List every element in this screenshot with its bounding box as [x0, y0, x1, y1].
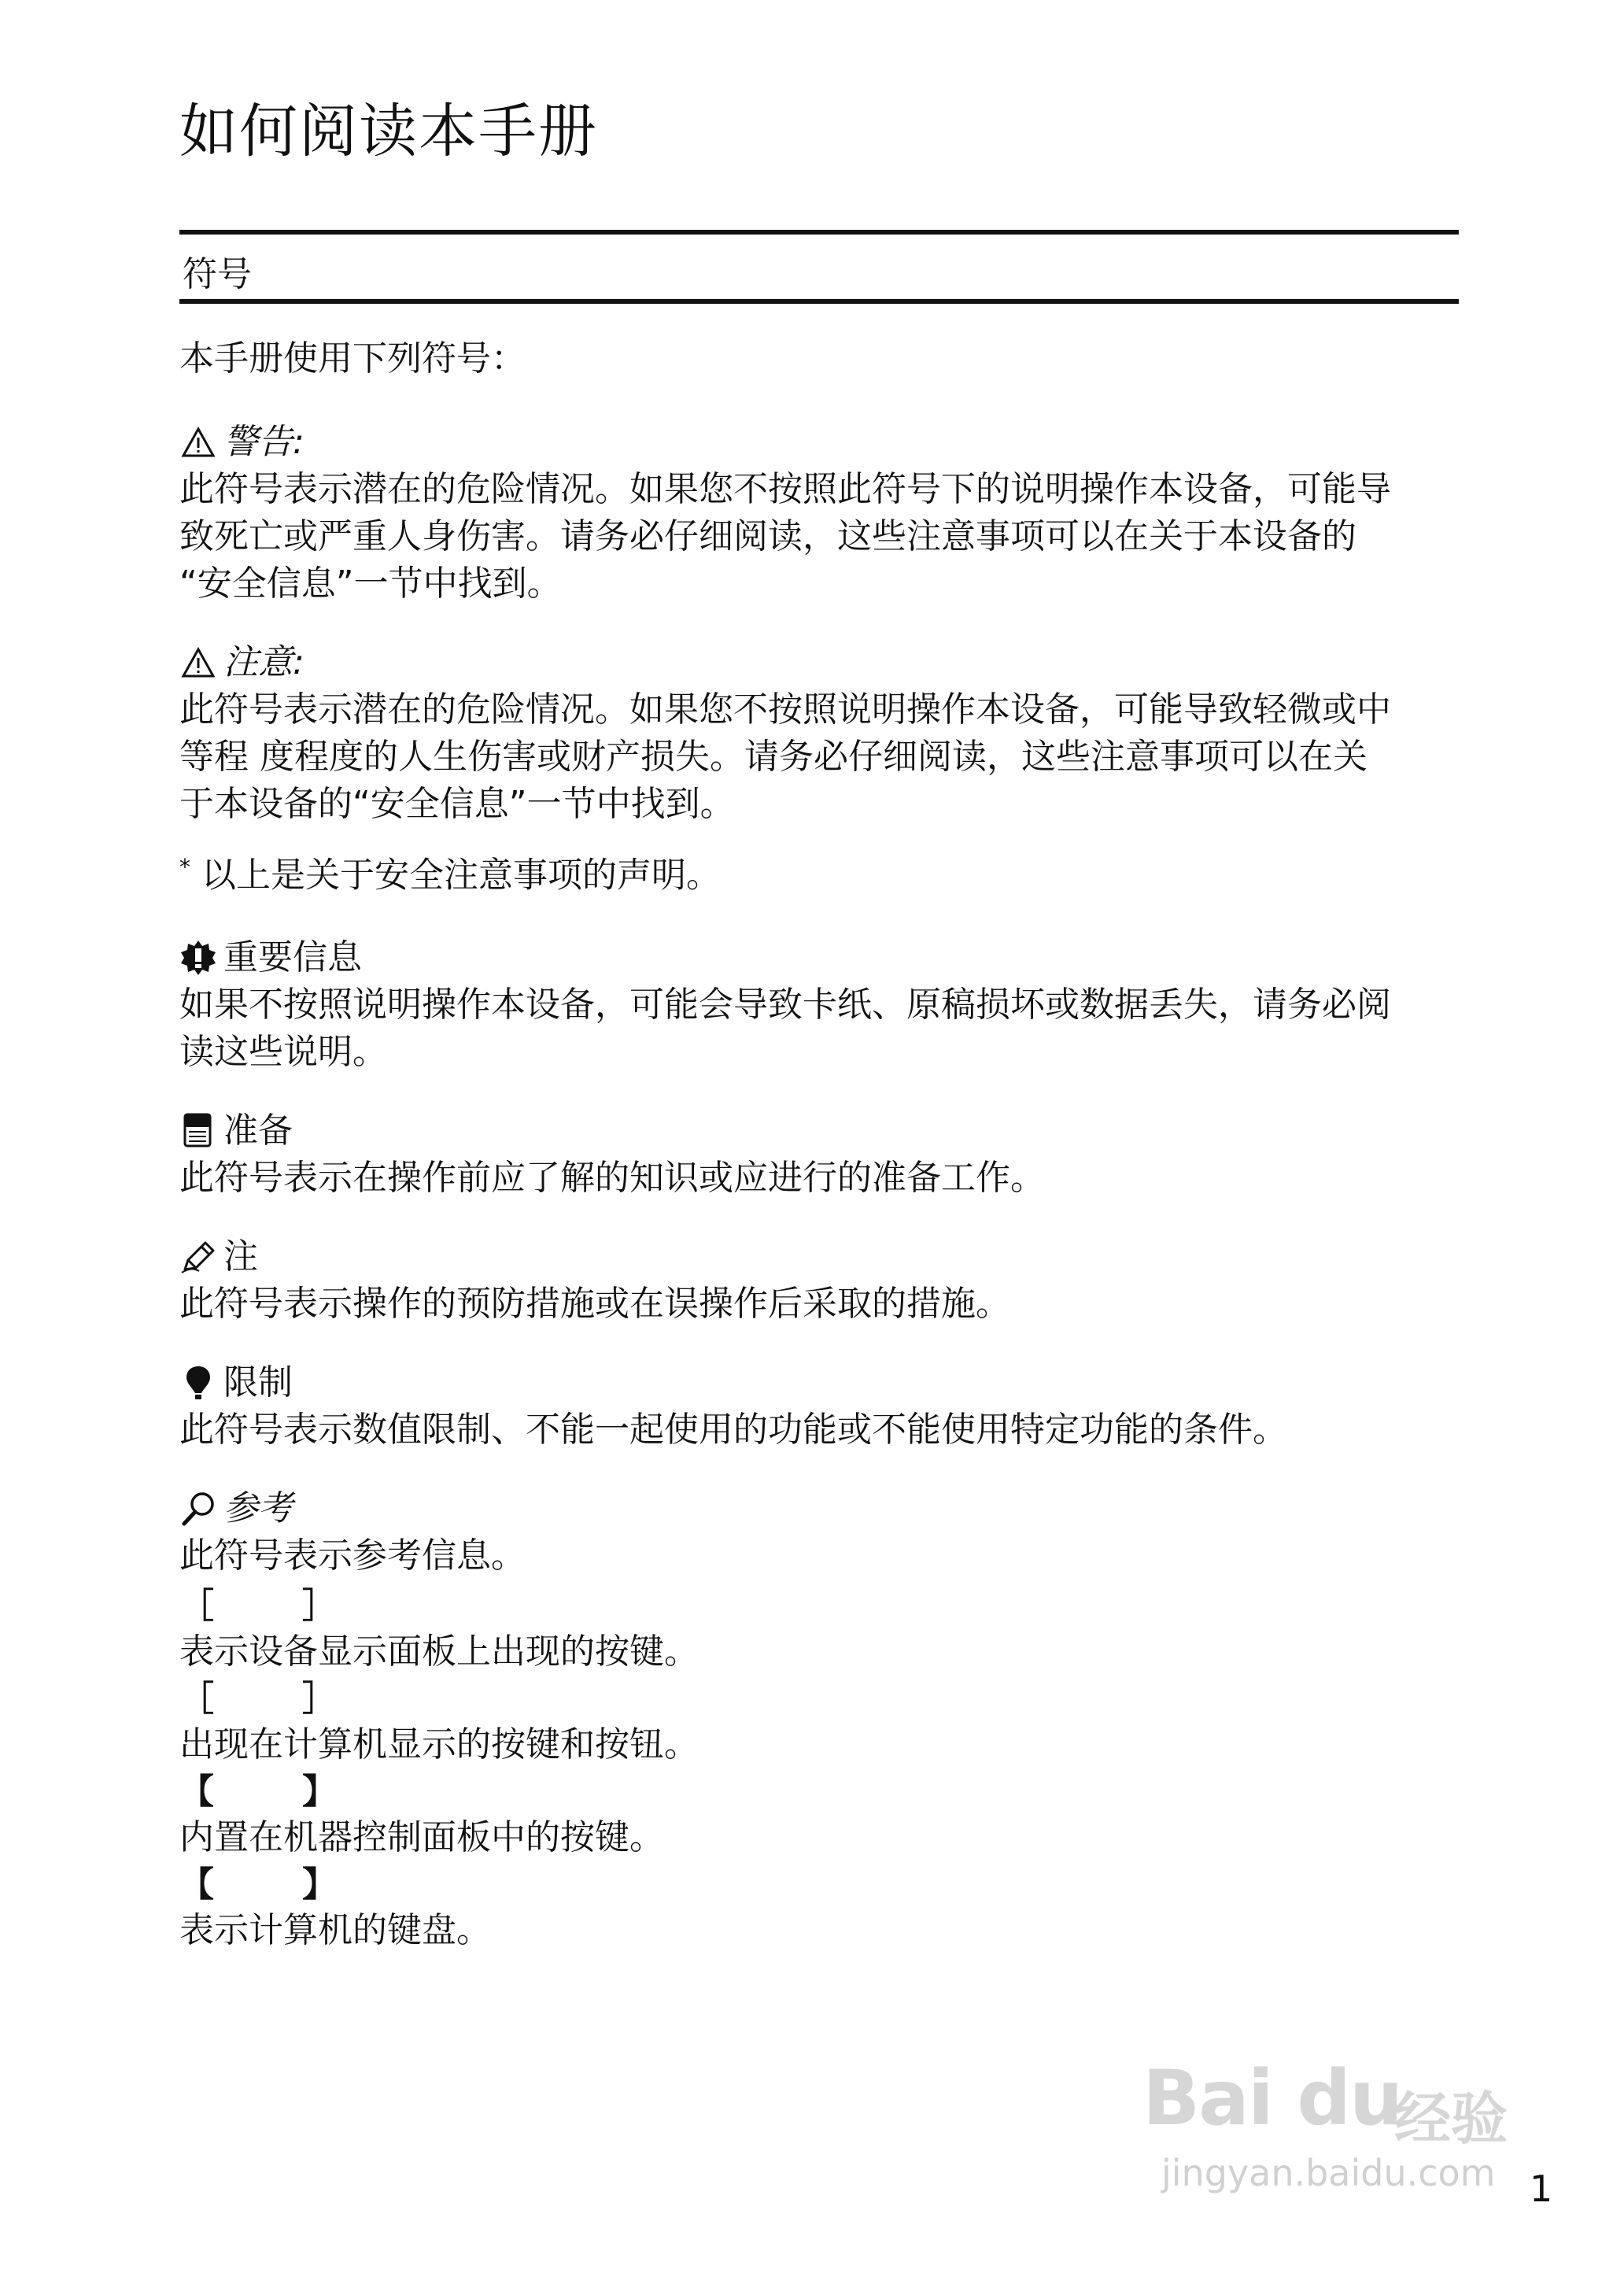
symbol-block-important	[179, 934, 1462, 1076]
symbol-line: 此符号表示参考信息。	[179, 1535, 526, 1576]
symbol-head	[179, 934, 1462, 981]
warning-triangle-icon	[179, 423, 217, 461]
key-description: 出现在计算机显示的按键和按钮。	[179, 1724, 699, 1765]
symbol-label: 准备	[223, 1110, 293, 1151]
key-brackets	[179, 1770, 1462, 1814]
key-notation-4	[179, 1863, 1462, 1954]
symbol-block-note	[179, 1233, 1462, 1328]
preparation-book-icon	[179, 1112, 217, 1150]
footnote-mark: *	[179, 854, 190, 880]
reference-magnifier-icon	[179, 1490, 217, 1528]
watermark-url: jingyan.baidu.com	[1161, 2152, 1496, 2194]
watermark-logo: Bai du	[1142, 2054, 1402, 2142]
symbol-label: 注	[223, 1236, 258, 1277]
symbol-line: 读这些说明。	[179, 1031, 387, 1072]
symbol-label: 参考	[223, 1488, 293, 1528]
bracket-close: ］	[302, 1678, 337, 1719]
safety-footnote	[179, 844, 1462, 900]
key-brackets	[179, 1677, 1462, 1721]
bracket-open: 【	[179, 1771, 214, 1812]
bracket-open: ［	[179, 1585, 214, 1626]
key-notation-1	[179, 1584, 1462, 1676]
page-title: 如何阅读本手册	[179, 98, 598, 165]
footnote-text: 以上是关于安全注意事项的声明。	[201, 855, 721, 896]
key-description: 表示计算机的键盘。	[179, 1909, 491, 1950]
symbol-block-caution	[179, 639, 1462, 828]
symbol-line: 此符号表示潜在的危险情况。如果您不按照说明操作本设备，可能导致轻微或中	[179, 689, 1391, 730]
key-brackets	[179, 1584, 1462, 1628]
key-description: 表示设备显示面板上出现的按键。	[179, 1631, 699, 1672]
key-notation-2	[179, 1677, 1462, 1768]
symbol-line: 此符号表示在操作前应了解的知识或应进行的准备工作。	[179, 1157, 1045, 1198]
symbol-block-warning	[179, 419, 1462, 608]
section-heading: 符号	[183, 254, 252, 294]
symbol-head	[179, 419, 1462, 466]
symbol-line: 等程 度程度的人生伤害或财产损失。请务必仔细阅读，这些注意事项可以在关	[179, 737, 1367, 777]
key-notation-3	[179, 1770, 1462, 1861]
symbol-label: 限制	[223, 1362, 293, 1402]
heading-rule-top	[179, 230, 1459, 235]
note-pencil-icon	[179, 1238, 217, 1276]
content-body	[179, 331, 1462, 1956]
page-number: 1	[1530, 2168, 1553, 2210]
bracket-close: ］	[302, 1585, 337, 1626]
symbol-label: 注意:	[223, 642, 304, 682]
bracket-open: ［	[179, 1678, 214, 1719]
limitation-pin-icon	[179, 1364, 217, 1402]
heading-rule-bottom	[179, 299, 1459, 304]
symbol-label: 重要信息	[223, 937, 362, 978]
bracket-close: 】	[302, 1771, 337, 1812]
symbol-line: 于本设备的“安全信息”一节中找到。	[179, 784, 735, 824]
symbol-head	[179, 1485, 1462, 1532]
symbol-head	[179, 639, 1462, 686]
key-description: 内置在机器控制面板中的按键。	[179, 1816, 664, 1857]
symbol-line: “安全信息”一节中找到。	[179, 564, 562, 604]
symbol-head	[179, 1359, 1462, 1406]
important-badge-icon	[179, 939, 217, 977]
symbol-block-preparation	[179, 1107, 1462, 1202]
baidu-watermark	[1142, 2043, 1552, 2201]
key-brackets	[179, 1863, 1462, 1907]
symbol-line: 此符号表示潜在的危险情况。如果您不按照此符号下的说明操作本设备，可能导	[179, 469, 1391, 509]
symbol-label: 警告:	[223, 422, 304, 462]
watermark-cn: 经验	[1394, 2086, 1508, 2152]
bracket-close: 】	[302, 1864, 337, 1905]
symbol-line: 致死亡或严重人身伤害。请务必仔细阅读，这些注意事项可以在关于本设备的	[179, 516, 1356, 556]
caution-triangle-icon	[179, 644, 217, 682]
bracket-open: 【	[179, 1864, 214, 1905]
symbol-line: 此符号表示操作的预防措施或在误操作后采取的措施。	[179, 1283, 1010, 1324]
symbol-head	[179, 1107, 1462, 1155]
symbol-block-reference	[179, 1485, 1462, 1580]
symbol-block-limitation	[179, 1359, 1462, 1454]
intro-text: 本手册使用下列符号：	[179, 338, 526, 379]
symbol-line: 如果不按照说明操作本设备，可能会导致卡纸、原稿损坏或数据丢失，请务必阅	[179, 984, 1391, 1025]
symbol-head	[179, 1233, 1462, 1281]
symbol-line: 此符号表示数值限制、不能一起使用的功能或不能使用特定功能的条件。	[179, 1409, 1287, 1450]
